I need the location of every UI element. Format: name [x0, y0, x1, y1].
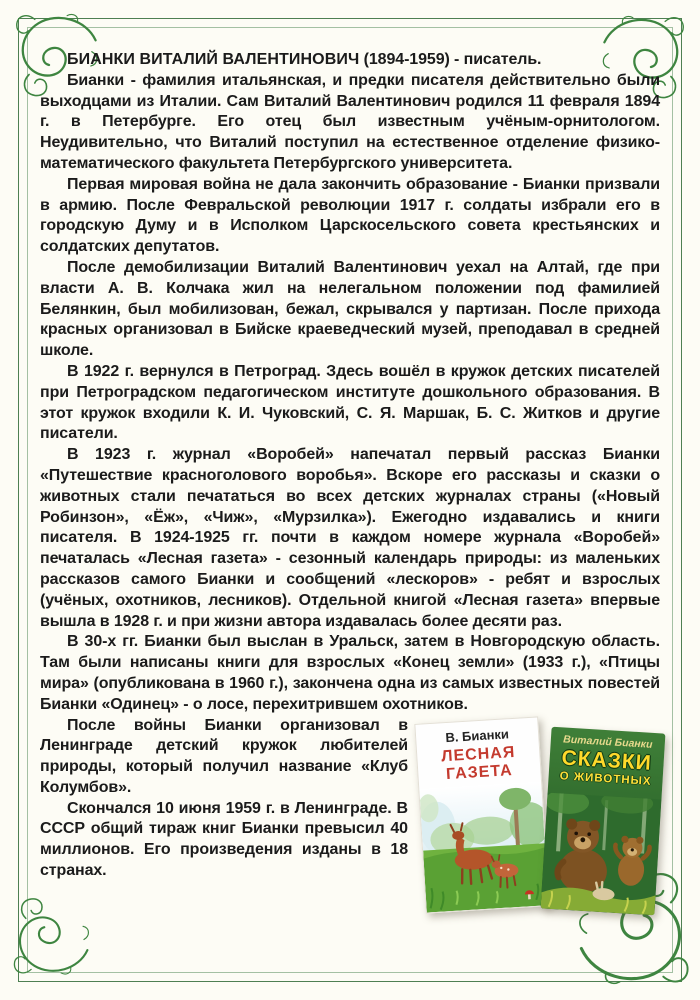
- article-title: [40, 50, 660, 71]
- book-subtitle: О ЖИВОТНЫХ: [559, 769, 652, 788]
- book-covers-photo: [420, 718, 660, 924]
- writer-name: БИАНКИ ВИТАЛИЙ ВАЛЕНТИНОВИЧ: [67, 51, 360, 68]
- book-author: В. Бианки: [444, 725, 510, 745]
- book-title: ЛЕСНАЯ ГАЗЕТА: [440, 743, 516, 783]
- paragraph: После демобилизации Виталий Валентинович уехал на Алтай, где при власти А. В. Колчака жил на нелегальном положении под фамилией Белянкин, был мобилизован, бежал, скрывался у партизан. После прихода красных организовал в Бийске краеведческий музей, преподавал в средней школе.: [40, 258, 660, 360]
- article-body: [40, 50, 660, 924]
- writer-years: (1894-1959) - писатель.: [359, 51, 542, 68]
- paragraph: В 30-х гг. Бианки был выслан в Уральск, затем в Новгородскую область. Там были написаны книги для взрослых «Конец земли» (1933 г.), «Птицы мира» (опубликована в 1960 г.), закончена одна из самых известных повестей Бианки «Одинец» - о лосе, перехитрившем охотников.: [40, 633, 660, 713]
- paragraph: Первая мировая война не дала закончить образование - Бианки призвали в армию. После Февральской революции 1917 г. солдаты избрали его в городскую Думу и в Исполком Царскосельского совета крестьянских и солдатских депутатов.: [40, 175, 660, 256]
- book-cover-lesnaya-gazeta: [414, 716, 549, 913]
- book-cover-skazki-o-zhivotnykh: [541, 726, 666, 915]
- deer-illustration: [419, 781, 548, 912]
- paragraph: В 1922 г. вернулся в Петроград. Здесь вошёл в кружок детских писателей при Петроградском педагогическом институте дошкольного образования. В этот кружок входили К. И. Чуковский, С. Я. Маршак, Б. С. Житков и другие писатели.: [40, 362, 660, 443]
- book-author: Виталий Бианки: [562, 732, 653, 751]
- bear-cubs-illustration: [541, 792, 662, 915]
- paragraph: Скончался 10 июня 1959 г. в Ленинграде. В СССР общий тираж книг Бианки превысил 40 миллионов. Его произведения изданы в 18 странах.: [40, 799, 408, 880]
- paragraph: После войны Бианки организовал в Ленинграде детский кружок любителей природы, который получил название «Клуб Колумбов».: [40, 716, 408, 796]
- paragraph: В 1923 г. журнал «Воробей» напечатал первый рассказ Бианки «Путешествие красноголового воробья». Вскоре его рассказы и сказки о животных стали печататься во всех детских журналах страны («Новый Робинзон», «Ёж», «Чиж», «Мурзилка»). Ежегодно издавались и книги писателя. В 1924-1925 гг. почти в каждом номере журнала «Воробей» печаталась «Лесная газета» - сезонный календарь природы: из маленьких рассказов самого Бианки и сообщений «лескоров» - ребят и взрослых (учёных, охотников, лесников). Отдельной книгой «Лесная газета» впервые вышла в 1928 г. и при жизни автора издавалась более десяти раз.: [40, 446, 660, 630]
- book-title: СКАЗКИ: [560, 745, 653, 775]
- paragraph: Бианки - фамилия итальянская, и предки писателя действительно были выходцами из Италии. Сам Виталий Валентинович родился 11 февраля 1894 г. в Петербурге. Его отец был известным учёным-орнитологом. Неудивительно, что Виталий поступил на естественное отделение физико-математического факультета Петербургского университета.: [40, 71, 660, 172]
